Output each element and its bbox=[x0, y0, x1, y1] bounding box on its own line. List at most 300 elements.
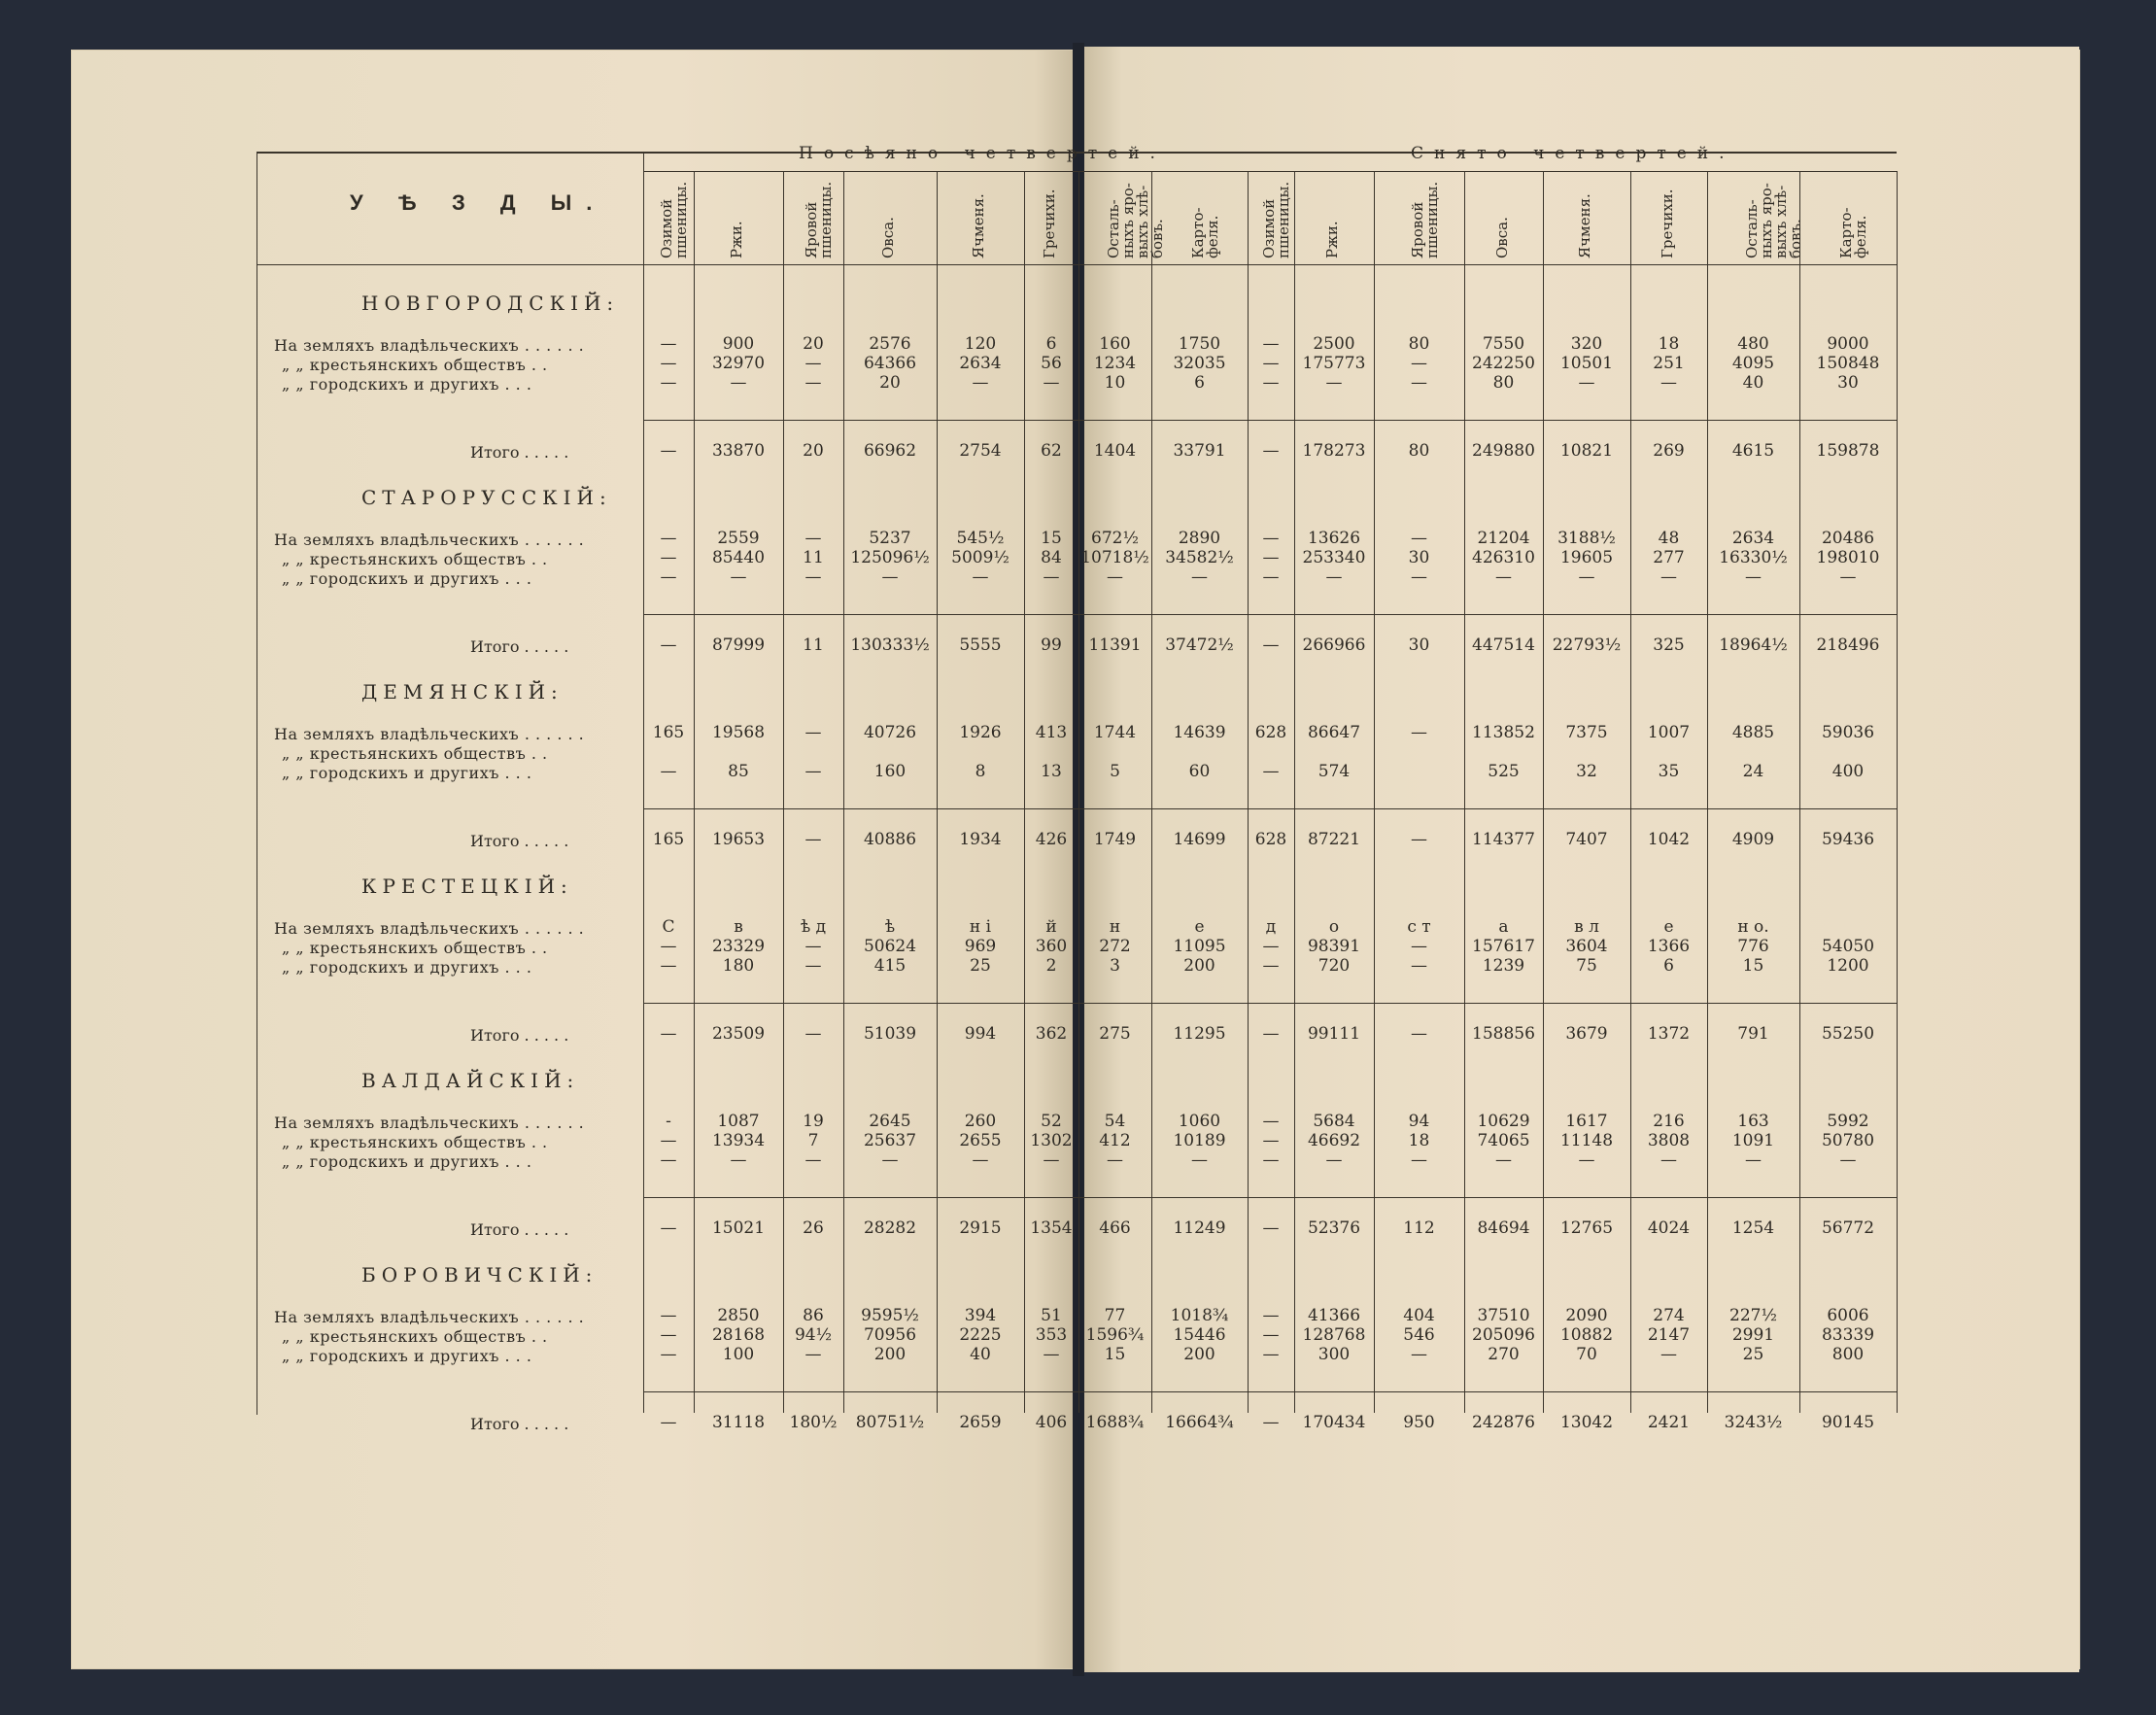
column-header: Яровой пшеницы. bbox=[1408, 181, 1441, 258]
table-cell: 2 bbox=[1045, 956, 1057, 976]
table-cell: — bbox=[804, 567, 822, 587]
table-cell: — bbox=[1262, 1306, 1280, 1325]
total-cell: — bbox=[1262, 1024, 1280, 1044]
table-cell: 272 bbox=[1099, 937, 1131, 956]
total-cell: 406 bbox=[1035, 1413, 1068, 1432]
table-cell: — bbox=[660, 354, 677, 373]
table-cell: д bbox=[1265, 917, 1277, 937]
table-cell: е bbox=[1663, 917, 1674, 937]
table-cell: 13 bbox=[1041, 762, 1062, 781]
table-cell: й bbox=[1045, 917, 1057, 937]
table-cell: 404 bbox=[1403, 1306, 1435, 1325]
table-cell: 10629 bbox=[1477, 1112, 1530, 1131]
table-cell: — bbox=[1839, 1150, 1857, 1170]
table-cell: 11148 bbox=[1559, 1131, 1614, 1150]
table-cell: 54050 bbox=[1821, 937, 1875, 956]
row-label: На земляхъ владѣльческихъ . . . . . . bbox=[274, 919, 585, 938]
column-header: Гречихи. bbox=[1041, 189, 1058, 258]
table-cell: 32 bbox=[1576, 762, 1597, 781]
table-cell: — bbox=[1660, 373, 1677, 393]
table-cell: — bbox=[1043, 1345, 1060, 1364]
group-header-sown: Посѣяно четвертей. bbox=[799, 144, 1166, 163]
table-cell: — bbox=[1107, 1150, 1123, 1170]
total-cell: — bbox=[1262, 1218, 1280, 1238]
total-cell: 275 bbox=[1099, 1024, 1131, 1044]
table-cell: 70956 bbox=[863, 1325, 917, 1345]
table-cell: 6 bbox=[1663, 956, 1674, 976]
table-cell: 394 bbox=[964, 1306, 997, 1325]
district-title: КРЕСТЕЦКІЙ: bbox=[361, 875, 573, 898]
total-cell: 466 bbox=[1099, 1218, 1131, 1238]
row-label: На земляхъ владѣльческихъ . . . . . . bbox=[274, 531, 585, 549]
table-cell: — bbox=[1411, 937, 1427, 956]
table-cell: 10189 bbox=[1173, 1131, 1226, 1150]
district-title: ДЕМЯНСКІЙ: bbox=[361, 680, 564, 703]
table-cell: — bbox=[1411, 956, 1427, 976]
total-cell: 362 bbox=[1035, 1024, 1068, 1044]
table-cell: 21204 bbox=[1477, 529, 1530, 548]
total-cell: 791 bbox=[1737, 1024, 1769, 1044]
table-cell: — bbox=[1578, 373, 1595, 393]
table-cell: 85440 bbox=[711, 548, 766, 567]
total-cell: 2421 bbox=[1647, 1413, 1691, 1432]
table-cell: — bbox=[1262, 334, 1280, 354]
total-cell: 2915 bbox=[959, 1218, 1002, 1238]
total-cell: 4615 bbox=[1731, 441, 1775, 461]
table-cell: — bbox=[660, 1325, 677, 1345]
table-cell: 83339 bbox=[1821, 1325, 1875, 1345]
table-cell: 59036 bbox=[1821, 723, 1875, 742]
total-cell: 159878 bbox=[1816, 441, 1880, 461]
header-bottom-rule bbox=[257, 264, 1897, 265]
table-cell: 20 bbox=[803, 334, 824, 354]
table-cell: 46692 bbox=[1307, 1131, 1361, 1150]
table-cell: 1007 bbox=[1647, 723, 1691, 742]
table-cell: — bbox=[1411, 373, 1427, 393]
table-cell: 51 bbox=[1041, 1306, 1062, 1325]
table-cell: 969 bbox=[964, 937, 997, 956]
column-header: Осталь-ныхъ яро-выхъ хлѣ-бовъ. bbox=[1742, 183, 1804, 258]
table-cell: — bbox=[1262, 1112, 1280, 1131]
total-cell: — bbox=[660, 635, 677, 655]
group-header-harvested: Снято четвертей. bbox=[1411, 144, 1735, 163]
table-cell: ѣ д bbox=[800, 917, 827, 937]
table-cell: — bbox=[660, 1306, 677, 1325]
table-cell: 200 bbox=[1183, 1345, 1215, 1364]
table-cell: 113852 bbox=[1472, 723, 1535, 742]
table-cell: 40726 bbox=[863, 723, 917, 742]
table-cell: — bbox=[1839, 567, 1857, 587]
row-label: „ „ крестьянскихъ обществъ . . bbox=[282, 1327, 548, 1346]
table-cell: 120 bbox=[964, 334, 997, 354]
total-cell: 180½ bbox=[789, 1413, 838, 1432]
table-cell: — bbox=[804, 373, 822, 393]
table-cell: — bbox=[660, 937, 677, 956]
table-cell: — bbox=[804, 354, 822, 373]
total-cell: 165 bbox=[652, 830, 685, 849]
table-cell: н і bbox=[969, 917, 992, 937]
table-cell: 1302 bbox=[1030, 1131, 1073, 1150]
row-label: „ „ крестьянскихъ обществъ . . bbox=[282, 939, 548, 957]
table-cell: в bbox=[734, 917, 743, 937]
table-cell: — bbox=[1660, 567, 1677, 587]
table-cell: 2634 bbox=[959, 354, 1002, 373]
total-cell: 249880 bbox=[1472, 441, 1535, 461]
table-cell: 23329 bbox=[711, 937, 766, 956]
table-cell: 1091 bbox=[1731, 1131, 1775, 1150]
total-cell: 51039 bbox=[863, 1024, 917, 1044]
total-cell: 950 bbox=[1403, 1413, 1435, 1432]
table-cell: — bbox=[1578, 1150, 1595, 1170]
table-cell: 3 bbox=[1110, 956, 1120, 976]
subtotal-rule bbox=[643, 1391, 1897, 1392]
column-header: Овса. bbox=[879, 217, 897, 258]
total-cell: — bbox=[1411, 830, 1427, 849]
table-cell: 1366 bbox=[1647, 937, 1691, 956]
table-cell: 86647 bbox=[1307, 723, 1361, 742]
total-label: Итого . . . . . bbox=[470, 1415, 569, 1433]
table-cell: 2500 bbox=[1313, 334, 1355, 354]
total-cell: 55250 bbox=[1821, 1024, 1875, 1044]
table-cell: 75 bbox=[1576, 956, 1597, 976]
total-cell: 87221 bbox=[1307, 830, 1361, 849]
table-cell: — bbox=[1411, 1150, 1427, 1170]
table-cell: 1087 bbox=[717, 1112, 760, 1131]
table-cell: 74065 bbox=[1477, 1131, 1530, 1150]
total-cell: 90145 bbox=[1821, 1413, 1875, 1432]
row-label: На земляхъ владѣльческихъ . . . . . . bbox=[274, 725, 585, 743]
table-cell: — bbox=[804, 956, 822, 976]
table-cell: 32970 bbox=[711, 354, 766, 373]
table-cell: е bbox=[1194, 917, 1205, 937]
total-cell: 99 bbox=[1041, 635, 1062, 655]
total-cell: 1042 bbox=[1647, 830, 1691, 849]
table-cell: 628 bbox=[1254, 723, 1287, 742]
table-cell: 415 bbox=[873, 956, 907, 976]
table-cell: 5009½ bbox=[951, 548, 1010, 567]
table-cell: 180 bbox=[722, 956, 755, 976]
total-cell: 3679 bbox=[1565, 1024, 1608, 1044]
table-cell: — bbox=[972, 373, 989, 393]
table-cell: 80 bbox=[1408, 334, 1430, 354]
total-cell: 325 bbox=[1653, 635, 1685, 655]
table-cell: 1926 bbox=[959, 723, 1002, 742]
row-label: „ „ городскихъ и другихъ . . . bbox=[282, 958, 532, 977]
table-cell: — bbox=[972, 1150, 989, 1170]
table-cell: 7375 bbox=[1565, 723, 1608, 742]
total-cell: 112 bbox=[1403, 1218, 1435, 1238]
table-cell: 20486 bbox=[1821, 529, 1875, 548]
total-cell: 10821 bbox=[1559, 441, 1614, 461]
row-label: На земляхъ владѣльческихъ . . . . . . bbox=[274, 336, 585, 355]
table-cell: — bbox=[660, 529, 677, 548]
total-cell: 170434 bbox=[1302, 1413, 1366, 1432]
total-cell: 13042 bbox=[1559, 1413, 1614, 1432]
table-cell: 98391 bbox=[1307, 937, 1361, 956]
table-cell: — bbox=[660, 373, 677, 393]
total-cell: 242876 bbox=[1472, 1413, 1535, 1432]
column-header: Озимой пшеницы. bbox=[658, 181, 690, 258]
table-cell: — bbox=[660, 567, 677, 587]
total-cell: 11 bbox=[803, 635, 824, 655]
total-cell: — bbox=[660, 1218, 677, 1238]
table-cell: 15446 bbox=[1173, 1325, 1226, 1345]
total-cell: 178273 bbox=[1302, 441, 1366, 461]
table-cell: 19568 bbox=[711, 723, 766, 742]
table-cell: 34582½ bbox=[1165, 548, 1234, 567]
table-cell: а bbox=[1498, 917, 1509, 937]
total-cell: 28282 bbox=[863, 1218, 917, 1238]
table-cell: 6006 bbox=[1827, 1306, 1869, 1325]
table-cell: 3188½ bbox=[1557, 529, 1616, 548]
table-cell: 2850 bbox=[717, 1306, 760, 1325]
table-cell: — bbox=[660, 548, 677, 567]
table-cell: 1617 bbox=[1565, 1112, 1608, 1131]
table-cell: — bbox=[660, 956, 677, 976]
table-cell: 3808 bbox=[1647, 1131, 1691, 1150]
table-cell: 13934 bbox=[711, 1131, 766, 1150]
table-cell: — bbox=[660, 762, 677, 781]
table-cell: — bbox=[1262, 937, 1280, 956]
table-cell: 1234 bbox=[1093, 354, 1137, 373]
table-cell: 150848 bbox=[1816, 354, 1880, 373]
column-header: Осталь-ныхъ яро-выхъ хлѣ-бовъ. bbox=[1104, 183, 1166, 258]
table-cell: — bbox=[1262, 762, 1280, 781]
district-title: СТАРОРУССКІЙ: bbox=[361, 486, 612, 509]
district-title: ВАЛДАЙСКІЙ: bbox=[361, 1069, 580, 1092]
table-cell: 1018¾ bbox=[1170, 1306, 1229, 1325]
table-cell: — bbox=[1578, 567, 1595, 587]
table-cell: 11 bbox=[803, 548, 824, 567]
table-cell: 545½ bbox=[956, 529, 1005, 548]
uezdy-header: У Ѣ З Д Ы. bbox=[350, 190, 607, 215]
table-cell: 14639 bbox=[1173, 723, 1226, 742]
table-cell: - bbox=[666, 1112, 671, 1131]
table-cell: н bbox=[1109, 917, 1121, 937]
table-cell: в л bbox=[1574, 917, 1599, 937]
row-label: „ „ крестьянскихъ обществъ . . bbox=[282, 550, 548, 568]
total-cell: 269 bbox=[1653, 441, 1685, 461]
total-cell: 1934 bbox=[959, 830, 1002, 849]
table-cell: — bbox=[804, 762, 822, 781]
table-cell: — bbox=[1262, 1345, 1280, 1364]
table-cell: 100 bbox=[722, 1345, 755, 1364]
table-cell: — bbox=[1660, 1150, 1677, 1170]
table-cell: 6 bbox=[1045, 334, 1057, 354]
table-cell: 15 bbox=[1041, 529, 1062, 548]
subtotal-rule bbox=[643, 614, 1897, 615]
total-cell: 40886 bbox=[863, 830, 917, 849]
table-cell: 18 bbox=[1658, 334, 1680, 354]
table-cell: 4095 bbox=[1731, 354, 1775, 373]
district-title: НОВГОРОДСКІЙ: bbox=[361, 292, 620, 315]
total-cell: 1688¾ bbox=[1085, 1413, 1145, 1432]
total-cell: 26 bbox=[803, 1218, 824, 1238]
total-cell: — bbox=[1262, 635, 1280, 655]
total-cell: 52376 bbox=[1307, 1218, 1361, 1238]
table-cell: — bbox=[1495, 1150, 1512, 1170]
table-cell: ѣ bbox=[884, 917, 896, 937]
total-label: Итого . . . . . bbox=[470, 1220, 569, 1239]
table-cell: 35 bbox=[1658, 762, 1680, 781]
column-header: Ржи. bbox=[1323, 221, 1341, 258]
table-cell: 32035 bbox=[1173, 354, 1226, 373]
total-cell: 16664¾ bbox=[1165, 1413, 1234, 1432]
table-cell: 6 bbox=[1194, 373, 1205, 393]
table-cell: 18 bbox=[1408, 1131, 1430, 1150]
total-cell: 62 bbox=[1041, 441, 1062, 461]
column-header: Гречихи. bbox=[1658, 189, 1676, 258]
row-label: На земляхъ владѣльческихъ . . . . . . bbox=[274, 1308, 585, 1326]
table-cell: 251 bbox=[1653, 354, 1685, 373]
table-cell: 2645 bbox=[869, 1112, 911, 1131]
total-cell: 31118 bbox=[711, 1413, 766, 1432]
table-cell: 277 bbox=[1653, 548, 1685, 567]
table-cell: с т bbox=[1407, 917, 1431, 937]
table-cell: 15 bbox=[1104, 1345, 1126, 1364]
table-cell: — bbox=[804, 723, 822, 742]
table-cell: 205096 bbox=[1472, 1325, 1535, 1345]
table-cell: 1200 bbox=[1827, 956, 1869, 976]
total-cell: — bbox=[1411, 1024, 1427, 1044]
table-cell: 13626 bbox=[1307, 529, 1361, 548]
table-cell: — bbox=[660, 1131, 677, 1150]
total-cell: 114377 bbox=[1472, 830, 1535, 849]
table-cell: 413 bbox=[1035, 723, 1068, 742]
table-cell: — bbox=[1262, 1325, 1280, 1345]
table-cell: 2147 bbox=[1647, 1325, 1691, 1345]
total-cell: 628 bbox=[1254, 830, 1287, 849]
table-cell: — bbox=[660, 1150, 677, 1170]
table-cell: 15 bbox=[1742, 956, 1764, 976]
total-cell: 158856 bbox=[1472, 1024, 1535, 1044]
total-cell: 2659 bbox=[959, 1413, 1002, 1432]
total-cell: 80 bbox=[1408, 441, 1430, 461]
table-cell: — bbox=[1660, 1345, 1677, 1364]
table-cell: 253340 bbox=[1302, 548, 1366, 567]
table-cell: — bbox=[1262, 373, 1280, 393]
table-cell: 2559 bbox=[717, 529, 760, 548]
table-cell: 320 bbox=[1570, 334, 1603, 354]
table-cell: 50780 bbox=[1821, 1131, 1875, 1150]
table-cell: 5684 bbox=[1313, 1112, 1355, 1131]
table-cell: 30 bbox=[1837, 373, 1859, 393]
table-cell: 28168 bbox=[711, 1325, 766, 1345]
table-cell: 7550 bbox=[1482, 334, 1525, 354]
total-cell: 2754 bbox=[959, 441, 1002, 461]
table-cell: — bbox=[1262, 1131, 1280, 1150]
table-cell: — bbox=[1411, 354, 1427, 373]
total-cell: 66962 bbox=[863, 441, 917, 461]
table-cell: 776 bbox=[1737, 937, 1769, 956]
table-cell: 52 bbox=[1041, 1112, 1062, 1131]
table-cell: — bbox=[972, 567, 989, 587]
table-cell: 5992 bbox=[1827, 1112, 1869, 1131]
row-label: „ „ городскихъ и другихъ . . . bbox=[282, 569, 532, 588]
table-cell: 300 bbox=[1318, 1345, 1351, 1364]
table-cell: 19605 bbox=[1559, 548, 1614, 567]
table-cell: — bbox=[1262, 529, 1280, 548]
table-cell: — bbox=[881, 1150, 899, 1170]
table-cell: 48 bbox=[1658, 529, 1680, 548]
total-cell: 56772 bbox=[1821, 1218, 1875, 1238]
table-cell: 10501 bbox=[1559, 354, 1614, 373]
total-label: Итого . . . . . bbox=[470, 637, 569, 656]
table-cell: 157617 bbox=[1472, 937, 1535, 956]
total-cell: 80751½ bbox=[855, 1413, 925, 1432]
table-cell: — bbox=[1411, 723, 1427, 742]
row-label: На земляхъ владѣльческихъ . . . . . . bbox=[274, 1114, 585, 1132]
column-header: Овса. bbox=[1492, 217, 1511, 258]
total-cell: 12765 bbox=[1559, 1218, 1614, 1238]
table-cell: — bbox=[1411, 529, 1427, 548]
table-cell: 900 bbox=[722, 334, 755, 354]
table-cell: 160 bbox=[873, 762, 907, 781]
table-cell: 525 bbox=[1488, 762, 1520, 781]
table-cell: 2634 bbox=[1731, 529, 1775, 548]
row-label: „ „ городскихъ и другихъ . . . bbox=[282, 1152, 532, 1171]
table-cell: 3604 bbox=[1565, 937, 1608, 956]
table-cell: 10718½ bbox=[1080, 548, 1149, 567]
total-cell: 33791 bbox=[1173, 441, 1226, 461]
subtotal-rule bbox=[643, 1003, 1897, 1004]
table-cell: 1596¾ bbox=[1085, 1325, 1145, 1345]
total-cell: 1749 bbox=[1093, 830, 1137, 849]
table-cell: — bbox=[1411, 1345, 1427, 1364]
table-cell: 1060 bbox=[1178, 1112, 1221, 1131]
table-cell: 260 bbox=[964, 1112, 997, 1131]
table-cell: 2090 bbox=[1565, 1306, 1608, 1325]
district-title: БОРОВИЧСКІЙ: bbox=[361, 1263, 599, 1286]
total-cell: 30 bbox=[1408, 635, 1430, 655]
total-label: Итого . . . . . bbox=[470, 1026, 569, 1045]
table-cell: 7 bbox=[807, 1131, 819, 1150]
table-cell: С bbox=[662, 917, 675, 937]
total-cell: 426 bbox=[1035, 830, 1068, 849]
total-cell: 7407 bbox=[1565, 830, 1608, 849]
table-cell: 41366 bbox=[1307, 1306, 1361, 1325]
table-cell: — bbox=[1325, 1150, 1343, 1170]
table-cell: — bbox=[1325, 567, 1343, 587]
table-cell: 125096½ bbox=[850, 548, 930, 567]
total-cell: 18964½ bbox=[1719, 635, 1788, 655]
total-cell: 15021 bbox=[711, 1218, 766, 1238]
total-cell: 14699 bbox=[1173, 830, 1226, 849]
total-cell: 84694 bbox=[1477, 1218, 1530, 1238]
table-cell: 16330½ bbox=[1719, 548, 1788, 567]
table-cell: 200 bbox=[1183, 956, 1215, 976]
table-cell: — bbox=[660, 334, 677, 354]
total-cell: 22793½ bbox=[1552, 635, 1622, 655]
table-cell: 85 bbox=[728, 762, 749, 781]
table-cell: 37510 bbox=[1477, 1306, 1530, 1325]
table-cell: 720 bbox=[1318, 956, 1351, 976]
row-label: „ „ крестьянскихъ обществъ . . bbox=[282, 356, 548, 374]
total-cell: 1254 bbox=[1731, 1218, 1775, 1238]
column-rule bbox=[1897, 171, 1898, 1413]
table-cell: 175773 bbox=[1302, 354, 1366, 373]
table-cell: 2655 bbox=[959, 1131, 1002, 1150]
table-cell: 40 bbox=[1742, 373, 1764, 393]
table-cell: — bbox=[1411, 567, 1427, 587]
table-cell: 30 bbox=[1408, 548, 1430, 567]
table-cell: 25 bbox=[1742, 1345, 1764, 1364]
table-cell: — bbox=[1495, 567, 1512, 587]
total-cell: 447514 bbox=[1472, 635, 1535, 655]
column-header: Ячменя. bbox=[970, 193, 987, 258]
table-cell: 40 bbox=[970, 1345, 991, 1364]
total-cell: 994 bbox=[964, 1024, 997, 1044]
